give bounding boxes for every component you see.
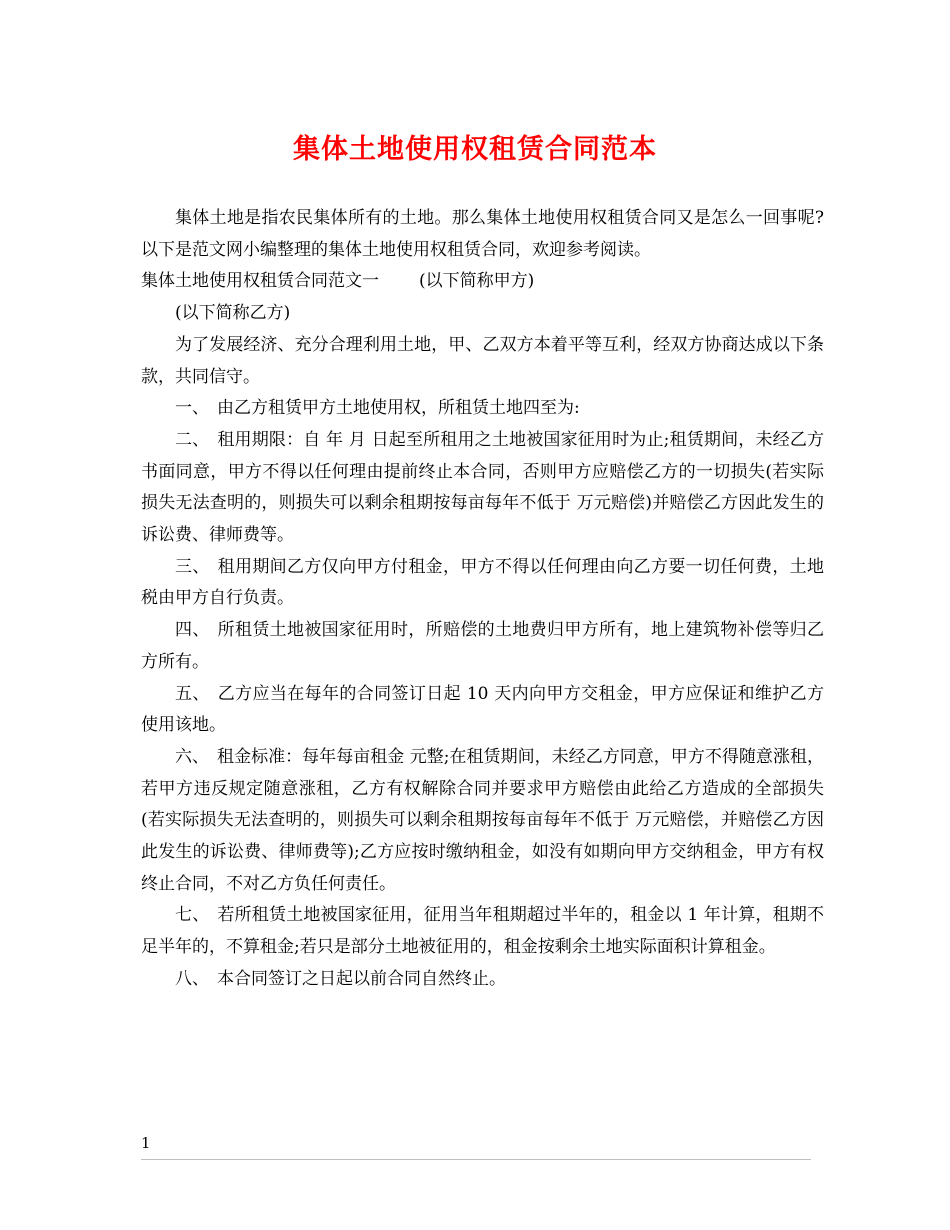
clause-number: 四、 [175,620,210,641]
clause-2 [141,425,824,552]
clause-8 [141,964,824,996]
clause-1 [141,393,824,425]
clause-text: 租用期间乙方仅向甲方付租金，甲方不得以任何理由向乙方要一切任何费，土地税由甲方自行负责。 [141,556,825,609]
contract-heading-line [141,266,824,298]
clause-number: 一、 [175,398,209,419]
clause-number: 五、 [175,683,210,704]
clause-text: 若所租赁土地被国家征用，征用当年租期超过半年的，租金以 1 年计算，租期不足半年的，不算租金;若只是部分土地被征用的，租金按剩余土地实际面积计算租金。 [141,905,825,958]
clause-text: 所租赁土地被国家征用时，所赔偿的土地费归甲方所有，地上建筑物补偿等归乙方所有。 [141,620,825,672]
clause-text: 乙方应当在每年的合同签订日起 10 天内向甲方交租金，甲方应保证和维护乙方使用该地。 [141,683,824,736]
clause-3 [141,552,824,615]
intro-paragraph: 集体土地是指农民集体所有的土地。那么集体土地使用权租赁合同又是怎么一回事呢?以下是范文网小编整理的集体土地使用权租赁合同，欢迎参考阅读。 [141,208,824,260]
footer-divider [141,1159,811,1160]
clause-text: 租金标准：每年每亩租金 元整;在租赁期间，未经乙方同意，甲方不得随意涨租，若甲方违反规定随意涨租，乙方有权解除合同并要求甲方赔偿由此给乙方造成的全部损失(若实际损失无法查明的，则损失可以剩余租期按每亩每年不低于 万元赔偿，并赔偿乙方因此发生的诉讼费、律师费等);乙方应按时缴纳租金，如没有如期向甲方交纳租金，甲方有权终止合同，不对乙方负任何责任。 [141,746,824,894]
clause-7 [141,900,824,963]
clause-4 [141,615,824,678]
clause-5 [141,679,824,742]
document-body [141,203,824,996]
clause-text: 由乙方租赁甲方土地使用权，所租赁土地四至为: [217,398,580,419]
preamble-paragraph: 为了发展经济、充分合理利用土地，甲、乙双方本着平等互利，经双方协商达成以下条款，共同信守。 [141,334,824,387]
clause-number: 六、 [175,746,210,767]
document-title: 集体土地使用权租赁合同范本 [293,134,657,165]
page-number: 1 [141,1134,151,1152]
party-b-label: (以下简称乙方) [175,303,291,324]
clause-number: 二、 [175,429,210,450]
party-a-label: (以下简称甲方) [419,271,535,292]
clause-text: 本合同签订之日起以前合同自然终止。 [217,968,506,989]
clause-text: 租用期限：自 年 月 日起至所租用之土地被国家征用时为止;租赁期间，未经乙方书面同意，甲方不得以任何理由提前终止本合同，否则甲方应赔偿乙方的一切损失(若实际损失无法查明的，则损失可以剩余租期按每亩每年不低于 万元赔偿)并赔偿乙方因此发生的诉讼费、律师费等。 [141,429,825,546]
clause-number: 八、 [175,968,209,989]
clause-number: 七、 [175,905,210,926]
clause-6 [141,742,824,901]
contract-heading: 集体土地使用权租赁合同范文一 [141,271,379,292]
clause-number: 三、 [175,556,210,577]
